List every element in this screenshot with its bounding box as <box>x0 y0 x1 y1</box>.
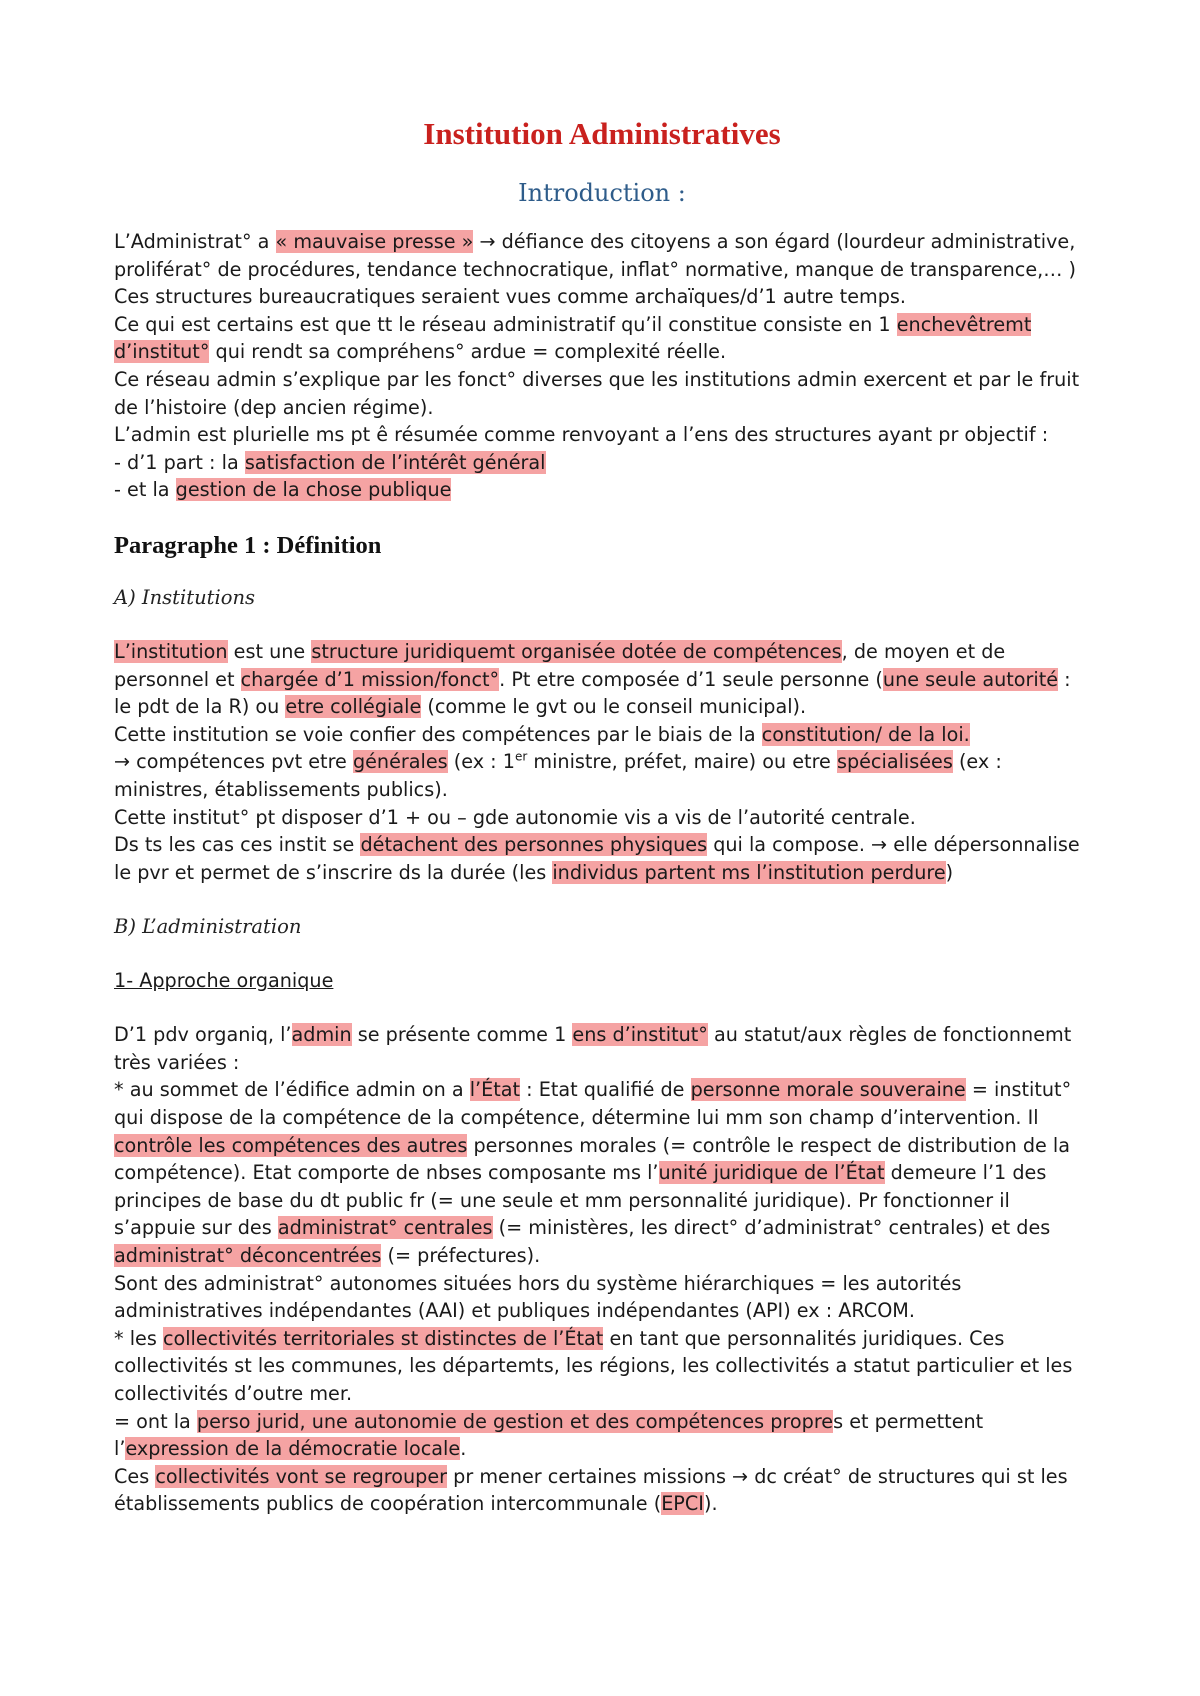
paragraph: - d’1 part : la satisfaction de l’intérêt général <box>114 450 546 474</box>
paragraph: Ce réseau admin s’explique par les fonct° diverses que les institutions admin exercent et par le fruit de l’histoire (dep ancien régime). <box>114 367 1080 419</box>
highlighted-text: collectivités territoriales st distinctes de l’État <box>162 1326 604 1350</box>
introduction-body <box>114 228 1090 504</box>
paragraph: * les collectivités territoriales st distinctes de l’État en tant que personnalités juridiques. Ces collectivités st les communes, les départemts, les régions, les collectivités a statut particulier et les collectivités d’outre mer. <box>114 1326 1073 1405</box>
highlighted-text: chargée d’1 mission/fonct° <box>240 667 500 691</box>
highlighted-text: structure juridiquemt organisée dotée de compétences <box>311 639 842 663</box>
paragraph: L’admin est plurielle ms pt ê résumée comme renvoyant a l’ens des structures ayant pr objectif : <box>114 423 1049 447</box>
highlighted-text: spécialisées <box>836 750 953 774</box>
paragraph: D’1 pdv organiq, l’admin se présente comme 1 ens d’institut° au statut/aux règles de fonctionnemt très variées : <box>114 1023 1072 1074</box>
paragraph: Ds ts les cas ces instit se détachent des personnes physiques qui la compose. → elle dépersonnalise le pvr et permet de s’inscrire ds la durée (les individus partent ms l’institution perdure) <box>114 833 1080 884</box>
paragraph: - et la gestion de la chose publique <box>114 478 452 502</box>
paragraph: * au sommet de l’édifice admin on a l’État : Etat qualifié de personne morale souveraine = institut° qui dispose de la compétence de la compétence, détermine lui mm son champ d’intervention. Il contrôle les compétences des autres personnes morales (= contrôle le respect de distribution de la compétence). Etat comporte de nbses composante ms l’unité juridique de l’État demeure l’1 des principes de base du dt public fr (= une seule et mm personnalité juridique). Pr fonctionner il s’appuie sur des administrat° centrales (= ministères, les direct° d’administrat° centrales) et des administrat° déconcentrées (= préfectures). <box>114 1078 1072 1268</box>
paragraph: Sont des administrat° autonomes situées hors du système hiérarchiques = les autorités administratives indépendantes (AAI) et publiques indépendantes (API) ex : ARCOM. <box>114 1271 962 1323</box>
highlighted-text: satisfaction de l’intérêt général <box>244 450 546 474</box>
highlighted-text: administrat° centrales <box>277 1216 493 1240</box>
section-a-heading: A) Institutions <box>114 585 256 609</box>
highlighted-text: admin <box>291 1023 352 1047</box>
highlighted-text: ens d’institut° <box>572 1023 708 1047</box>
superscript: er <box>514 749 528 764</box>
highlighted-text: enchevêtremt d’institut° <box>114 312 1032 364</box>
highlighted-text: constitution/ de la loi. <box>761 722 970 746</box>
paragraph: = ont la perso jurid, une autonomie de gestion et des compétences propres et permettent l’expression de la démocratie locale. <box>114 1409 984 1461</box>
document-title: Institution Administratives <box>423 116 781 151</box>
highlighted-text: gestion de la chose publique <box>175 478 452 502</box>
highlighted-text: perso jurid, une autonomie de gestion et des compétences propre <box>196 1409 834 1433</box>
paragraph: Ce qui est certains est que tt le réseau administratif qu’il constitue consiste en 1 enchevêtremt d’institut° qui rendt sa compréhens° ardue = complexité réelle. <box>114 312 1032 364</box>
paragraph: Cette institut° pt disposer d’1 + ou – gde autonomie vis a vis de l’autorité centrale. <box>114 805 916 829</box>
section-b-body <box>114 1021 1090 1518</box>
approche-organique-heading: 1- Approche organique <box>114 969 334 993</box>
paragraph: L’institution est une structure juridiquemt organisée dotée de compétences, de moyen et de personnel et chargée d’1 mission/fonct°. Pt etre composée d’1 seule personne (une seule autorité : le pdt de la R) ou etre collégiale (comme le gvt ou le conseil municipal). <box>114 639 1071 719</box>
highlighted-text: collectivités vont se regrouper <box>155 1464 448 1488</box>
highlighted-text: contrôle les compétences des autres <box>114 1133 468 1157</box>
paragraph: → compétences pvt etre générales (ex : 1er ministre, préfet, maire) ou etre spécialisées (ex : ministres, établissements publics). <box>114 749 1002 801</box>
highlighted-text: unité juridique de l’État <box>658 1161 885 1185</box>
paragraph: L’Administrat° a « mauvaise presse » → défiance des citoyens a son égard (lourdeur administrative, proliférat° de procédures, tendance technocratique, inflat° normative, manque de transparence,… ) <box>114 230 1076 281</box>
paragraph: Cette institution se voie confier des compétences par le biais de la constitution/ de la loi. <box>114 722 970 746</box>
highlighted-text: administrat° déconcentrées <box>114 1244 382 1268</box>
section-b-heading: B) L’administration <box>114 915 302 939</box>
highlighted-text: L’institution <box>114 639 228 663</box>
highlighted-text: personne morale souveraine <box>690 1078 966 1102</box>
section-a-body <box>114 638 1090 886</box>
paragraph: Ces collectivités vont se regrouper pr mener certaines missions → dc créat° de structures qui st les établissements publics de coopération intercommunale (EPCI). <box>114 1464 1068 1516</box>
highlighted-text: « mauvaise presse » <box>275 230 474 253</box>
highlighted-text: l’État <box>469 1078 521 1102</box>
highlighted-text: etre collégiale <box>285 695 422 719</box>
introduction-heading: Introduction : <box>518 179 686 207</box>
highlighted-text: détachent des personnes physiques <box>360 833 708 857</box>
paragraph: Ces structures bureaucratiques seraient vues comme archaïques/d’1 autre temps. <box>114 285 906 309</box>
highlighted-text: individus partent ms l’institution perdure <box>552 860 946 884</box>
highlighted-text: une seule autorité <box>882 667 1059 691</box>
highlighted-text: générales <box>352 750 448 774</box>
paragraphe-1-heading: Paragraphe 1 : Définition <box>114 531 382 559</box>
highlighted-text: EPCI <box>661 1492 704 1516</box>
highlighted-text: expression de la démocratie locale <box>125 1437 461 1461</box>
